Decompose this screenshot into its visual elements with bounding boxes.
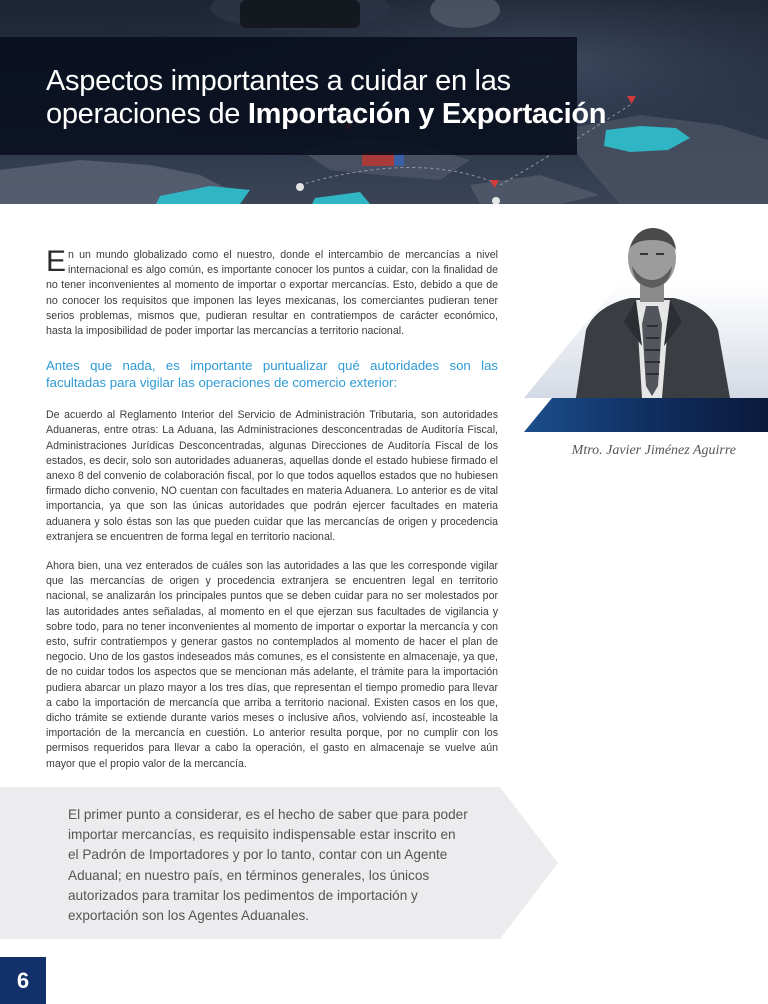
pull-quote-text: El primer punto a considerar, es el hecho de saber que para poder importar mercancías, es requisito indispensable estar inscrito en el Padrón de Importadores y por lo tanto, contar con un Agente Aduanal; en nuestro país, en términos generales, los únicos autorizados para tramitar los pedimentos de importación y exportación son los Agentes Aduanales. [68,807,468,924]
page-title-line-1: Aspectos importantes a cuidar en las [46,65,511,97]
page-number: 6 [0,957,46,1004]
header-banner [0,0,768,204]
author-portrait [524,226,768,432]
page-title-line-2 [46,98,607,131]
intro-text: n un mundo globalizado como el nuestro, donde el intercambio de mercancías a nivel internacional es algo común, es importante conocer los puntos a cuidar, con la finalidad de no tener inconvenientes al momento de importar o exportar mercancías. Esto, debido a que de no conocer los requisitos que imponen las leyes mexicanas, los comerciantes pudieran tener serios problemas, mismos que, pudieran resultar en contratiempos de carácter económico, hasta la imposibilidad de poder importar las mercancías a territorio nacional. [46,249,498,338]
page-title-bold: Importación y Exportación [247,98,607,130]
lead-paragraph: Antes que nada, es importante puntualizar qué autoridades son las facultadas para vigilar las operaciones de comercio exterior: [46,358,498,390]
drop-cap: E [46,245,67,278]
author-name: Mtro. Javier Jiménez Aguirre [571,443,736,458]
author-photo [524,226,768,432]
article-body [46,245,498,772]
intro-paragraph [46,245,498,339]
body-paragraph-2: De acuerdo al Reglamento Interior del Servicio de Administración Tributaria, son autoridades Aduaneras, entre otras: La Aduana, las Administraciones desconcentradas de Auditoría Fiscal, Administraciones Jurídicas Desconcentradas, algunas Direcciones de Auditoría Fiscal de los estados, es decir, solo son autoridades aduaneras, aquellas donde el estado hubiese firmado el anexo 8 del convenio de colaboración fiscal, por lo que todos aquellos estados que no hubiesen firmado dicho convenio, NO cuentan con facultades en materia Aduanera. Lo anterior es de vital importancia, ya que son las únicas autoridades que podrán ejercer facultades en materia aduanera y solo éstas son las que pueden cuidar que las mercancías de origen y procedencia extranjera se encuentren de forma legal en territorio nacional. [46,409,498,543]
pull-quote [0,787,560,939]
page-title-light: operaciones de [46,98,241,130]
body-paragraph-3: Ahora bien, una vez enterados de cuáles son las autoridades a las que les corresponde vigilar que las mercancías de origen y procedencia extranjera se encuentren legal en territorio nacional, se analizarán los principales puntos que se deben cuidar para no ser molestados por las autoridades antes señaladas, al momento en el que ejerzan sus facultades de vigilancia y sobre todo, para no tener inconvenientes al momento de importar o exportar la mercancía y con esto, sufrir contratiempos y generar gastos no contemplados al momento de hacer el plan de negocio. Uno de los gastos indeseados más comunes, es el consistente en almacenaje, ya que, de no cuidar todos los aspectos que se mencionan más adelante, el trámite para la importación pudiera abarcar un plazo mayor a los tres días, que representan el tiempo promedio para llevar a cabo la importación de mercancía que arriba a territorio nacional. Existen casos en los que, dicho trámite se extiende durante varios meses o inclusive años, volviendo así, incosteable la importación de la mercancía en cuestión. Lo anterior resulta porque, por no cumplir con los permisos requeridos para llevar a cabo la operación, el gasto en almacenaje se vuelve aún mayor que el propio valor de la mercancía. [46,560,498,770]
title-box [0,37,607,155]
